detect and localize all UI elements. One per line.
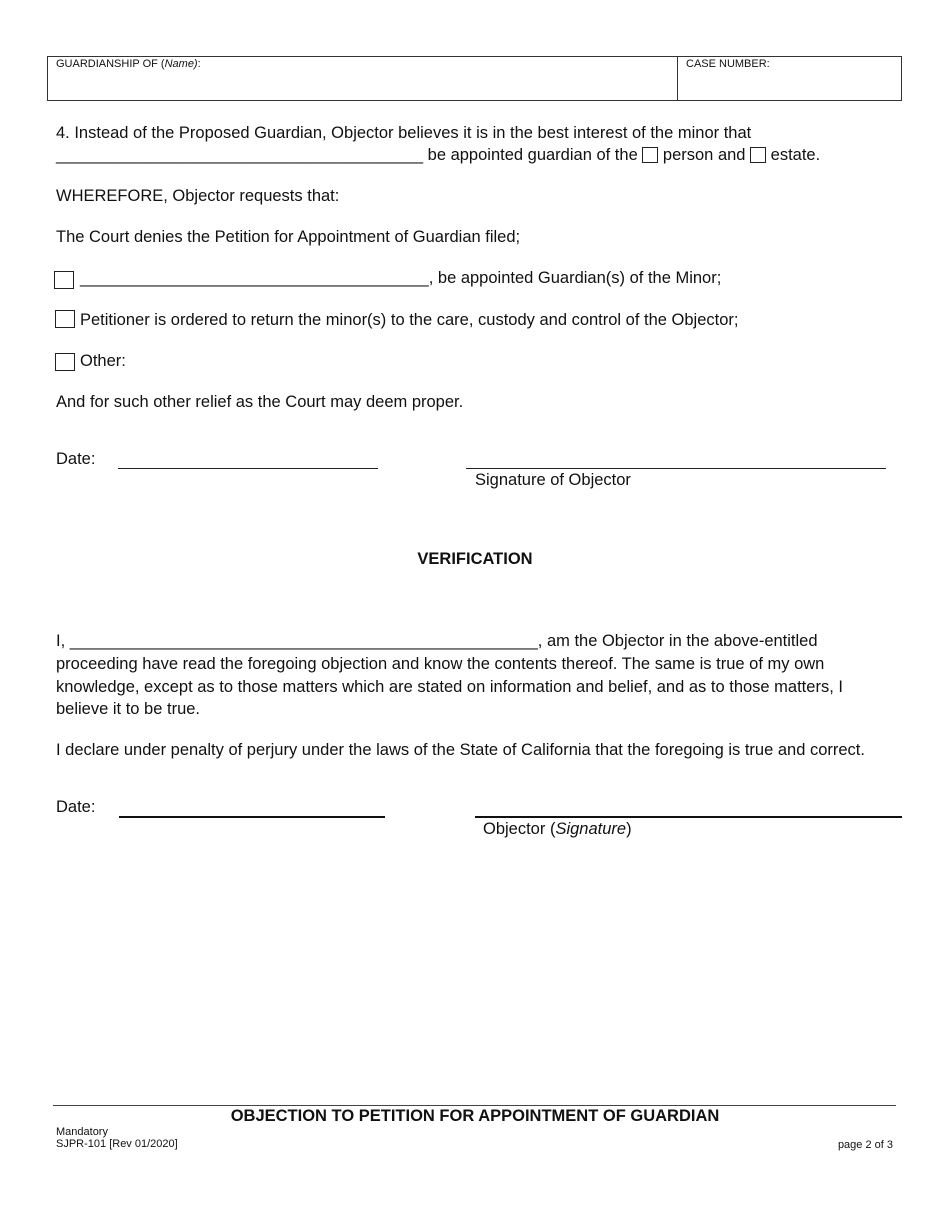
verification-line3: knowledge, except as to those matters which are stated on information and belief, and as to those matters, I bbox=[56, 678, 843, 696]
date-line-1[interactable] bbox=[118, 468, 378, 469]
other-label: Other: bbox=[80, 352, 126, 370]
verification-line2: proceeding have read the foregoing objection and know the contents thereof. The same is true of my own bbox=[56, 655, 825, 673]
proposed-guardian-blank[interactable]: ________________________________________ bbox=[56, 146, 424, 164]
verification-title: VERIFICATION bbox=[417, 550, 533, 568]
section-4-line1: 4. Instead of the Proposed Guardian, Objector believes it is in the best interest of the minor that bbox=[56, 124, 752, 142]
page-number: page 2 of 3 bbox=[837, 1139, 893, 1151]
form-id: SJPR-101 [Rev 01/2020] bbox=[56, 1138, 178, 1150]
date-label-1: Date: bbox=[56, 450, 96, 468]
person-checkbox[interactable] bbox=[642, 147, 658, 163]
other-checkbox[interactable] bbox=[55, 353, 75, 371]
appoint-guardian-checkbox[interactable] bbox=[54, 271, 74, 289]
signature-of-objector-label: Signature of Objector bbox=[475, 471, 631, 489]
caption-divider bbox=[677, 56, 678, 101]
return-minor-text: Petitioner is ordered to return the minor(s) to the care, custody and control of the Objector; bbox=[80, 311, 739, 329]
other-relief-text: And for such other relief as the Court may deem proper. bbox=[56, 393, 464, 411]
guardianship-name-input[interactable] bbox=[56, 74, 670, 98]
appoint-guardian-text: ______________________________________, be appointed Guardian(s) of the Minor; bbox=[80, 269, 722, 287]
return-minor-checkbox[interactable] bbox=[55, 310, 75, 328]
guardianship-of-label: GUARDIANSHIP OF (Name): bbox=[56, 58, 201, 70]
wherefore-text: WHEREFORE, Objector requests that: bbox=[56, 187, 340, 205]
date-label-2: Date: bbox=[56, 798, 96, 816]
case-number-label: CASE NUMBER: bbox=[686, 58, 770, 70]
date-line-2[interactable] bbox=[119, 816, 385, 818]
court-denies-text: The Court denies the Petition for Appointment of Guardian filed; bbox=[56, 228, 521, 246]
declaration-text: I declare under penalty of perjury under the laws of the State of California that the foregoing is true and correct. bbox=[56, 741, 865, 759]
mandatory-label: Mandatory bbox=[56, 1126, 108, 1138]
estate-checkbox[interactable] bbox=[750, 147, 766, 163]
objector-name-blank[interactable]: ___________________________________________________ bbox=[69, 632, 538, 650]
case-number-input[interactable] bbox=[686, 74, 896, 98]
section-4-line2: ________________________________________ be appointed guardian of the person and estate. bbox=[56, 146, 821, 164]
form-title: OBJECTION TO PETITION FOR APPOINTMENT OF GUARDIAN bbox=[230, 1107, 720, 1125]
objector-signature-label: Objector (Signature) bbox=[483, 820, 632, 838]
appoint-guardian-blank[interactable]: ______________________________________ bbox=[80, 269, 429, 287]
verification-line1: I, ___________________________________________________, am the Objector in the above-entitled bbox=[56, 632, 818, 650]
verification-line4: believe it to be true. bbox=[56, 700, 201, 718]
